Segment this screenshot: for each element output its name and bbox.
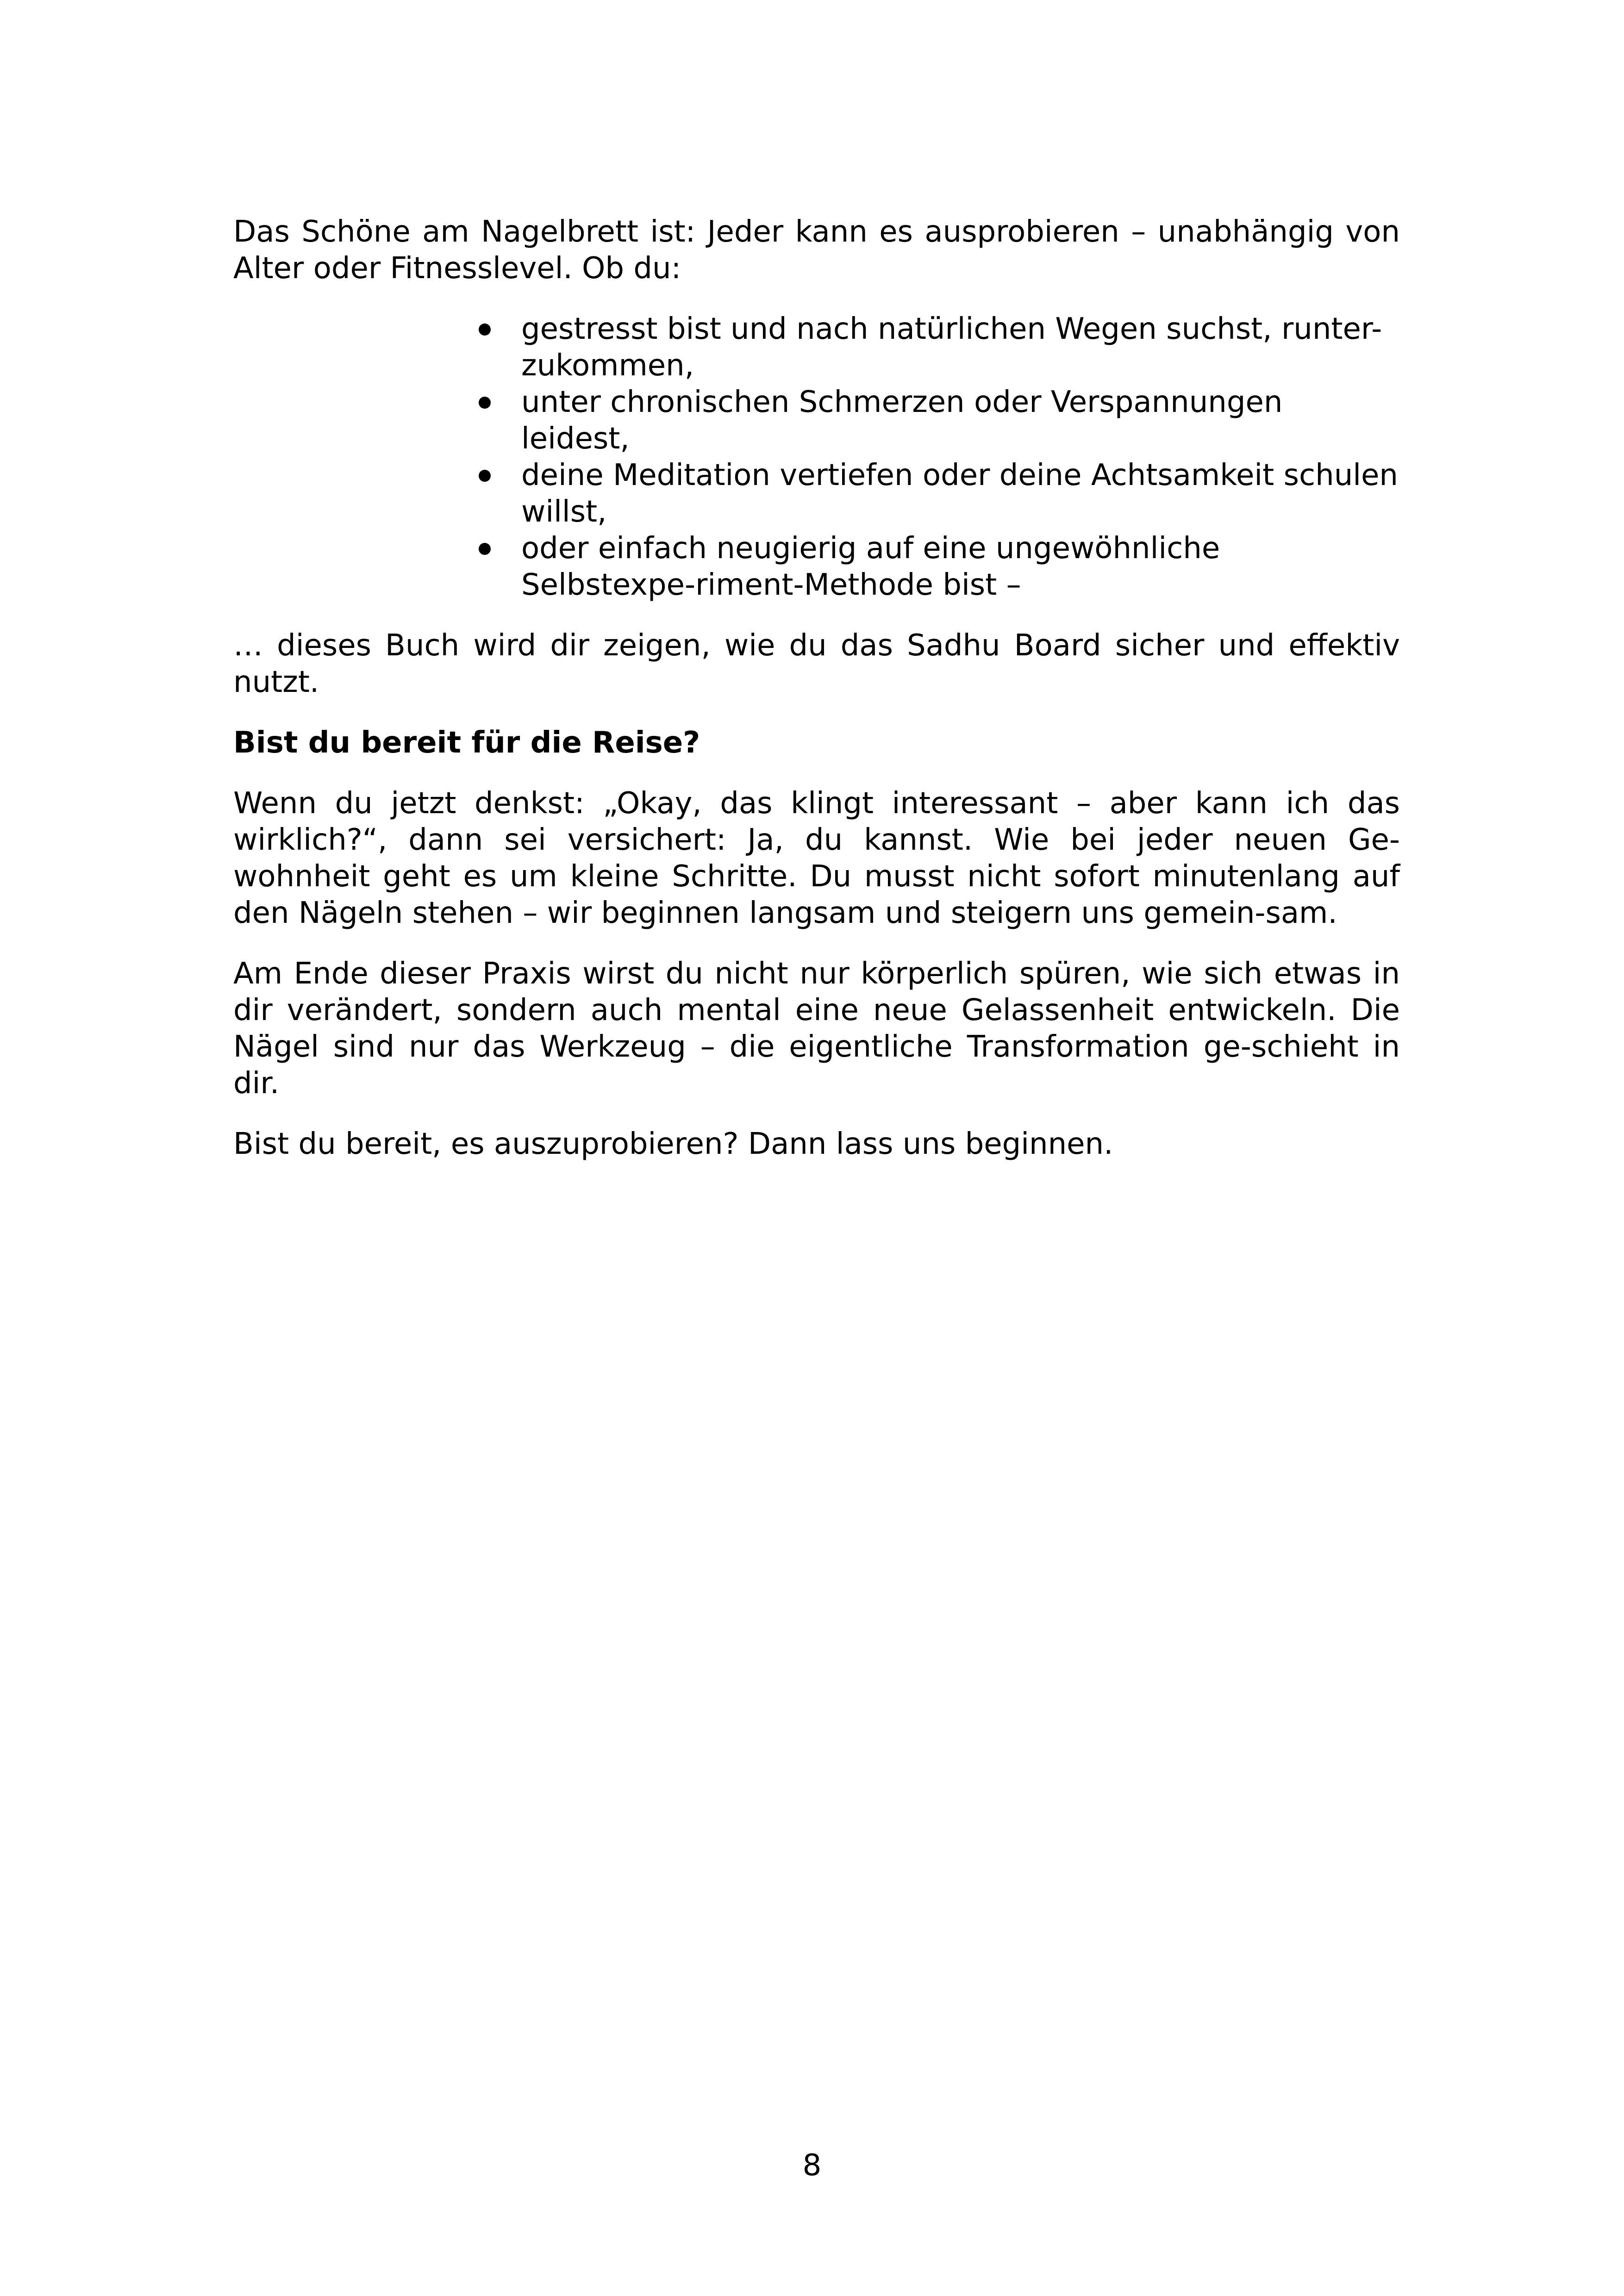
page-number: 8 <box>802 2148 822 2183</box>
page-content <box>233 214 1400 1187</box>
bullet-icon <box>479 324 491 336</box>
bullet-list <box>233 311 1400 604</box>
bullet-icon <box>479 397 491 409</box>
section-heading: Bist du bereit für die Reise? <box>233 726 700 760</box>
after-list-paragraph: … dieses Buch wird dir zeigen, wie du das Sadhu Board sicher und effektiv nutzt. <box>233 628 1400 699</box>
intro-paragraph: Das Schöne am Nagelbrett ist: Jeder kann es ausprobieren – unabhängig von Alter oder Fitnesslevel. Ob du: <box>233 215 1400 286</box>
bullet-icon <box>479 470 491 482</box>
list-item-text: unter chronischen Schmerzen oder Verspannungen leidest, <box>521 385 1283 456</box>
list-item <box>479 384 1400 457</box>
body-paragraph: Bist du bereit, es auszuprobieren? Dann lass uns beginnen. <box>233 1127 1113 1161</box>
bullet-icon <box>479 543 491 555</box>
list-item <box>479 530 1400 604</box>
body-paragraph: Wenn du jetzt denkst: „Okay, das klingt interessant – aber kann ich das wirklich?“, dann sei versichert: Ja, du kannst. Wie bei jeder neuen Ge-wohnheit geht es um kleine Schritte. Du musst nicht sofort minutenlang auf den Nägeln stehen – wir beginnen langsam und steigern uns gemein-sam. <box>233 786 1400 930</box>
list-item-text: gestresst bist und nach natürlichen Wegen suchst, runter-zukommen, <box>521 312 1382 383</box>
list-item <box>479 457 1400 530</box>
body-paragraph: Am Ende dieser Praxis wirst du nicht nur körperlich spüren, wie sich etwas in dir verändert, sondern auch mental eine neue Gelassenheit entwickeln. Die Nägel sind nur das Werkzeug – die eigentliche Transformation ge-schieht in dir. <box>233 957 1400 1101</box>
list-item-text: oder einfach neugierig auf eine ungewöhnliche Selbstexpe-riment-Methode bist – <box>521 531 1220 602</box>
list-item-text: deine Meditation vertiefen oder deine Achtsamkeit schulen willst, <box>521 458 1398 529</box>
list-item <box>479 311 1400 384</box>
